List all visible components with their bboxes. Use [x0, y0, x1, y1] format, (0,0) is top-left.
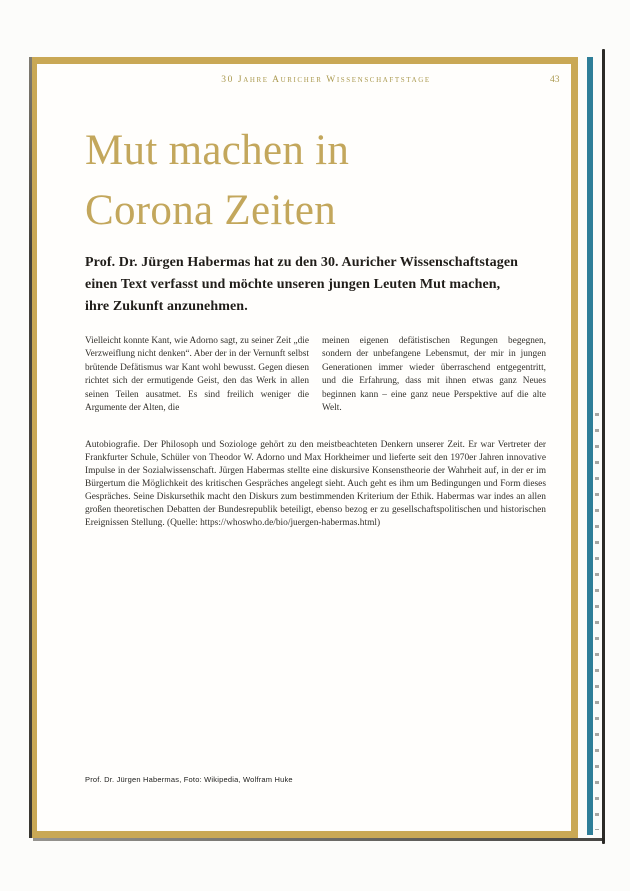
body-column-right: meinen eigenen defätistischen Regungen begegnen, sondern der unbefangene Lebensmut, der mir in jungen Generationen immer wieder überraschend entgegentritt, und die Erfahrung, dass mit ihnen etwas ganz Neues beginnen kann – eine ganz neue Perspektive auf die alte Welt. [322, 336, 546, 414]
standfirst-line: Prof. Dr. Jürgen Habermas hat zu den 30. Auricher Wissenschaftstagen [85, 255, 519, 270]
page-number: 43 [550, 75, 560, 85]
body-column-left: Vielleicht konnte Kant, wie Adorno sagt, zu seiner Zeit „die Verzweiflung nicht denken“. Aber der in der Vernunft selbst brütende Defätismus war Kant wohl bewusst. Gegen diesen richtet sich der ermutigende Geist, den das Werk in allen seinen Teilen ausatmet. Es sind freilich weniger die Argumente der Alten, die [85, 336, 309, 414]
page-edge-teal-stripe [587, 57, 593, 835]
photo-caption: Prof. Dr. Jürgen Habermas, Foto: Wikipedia, Wolfram Huke [85, 775, 293, 784]
page-edge-print-marks [595, 400, 599, 830]
article-title-line1: Mut machen in [85, 127, 350, 174]
standfirst-line: einen Text verfasst und möchte unseren jungen Leuten Mut machen, [85, 277, 501, 292]
binding-shadow-line [29, 57, 32, 838]
gold-page-frame [30, 57, 578, 838]
article-standfirst [85, 252, 518, 318]
running-header: 30 Jahre Auricher Wissenschaftstage [221, 75, 431, 85]
article-title [85, 121, 349, 241]
biography-paragraph: Autobiografie. Der Philosoph und Soziologe gehört zu den meistbeachteten Denkern unserer Zeit. Er war Vertreter der Frankfurter Schule, Schüler von Theodor W. Adorno und Max Horkheimer und lieferte seit den 1970er Jahren innovative Impulse in der Sozialwissenschaft. Jürgen Habermas stellte eine diskursive Konsenstheorie der Wahrheit auf, in der er im Bürgertum die Möglichkeit des kritischen Gespräches angelegt sieht. Auch geht es ihm um Bedingungen und Form dieses Gespräches. Seine Diskursethik macht den Diskurs zum bestimmenden Kriterium der Ethik. Habermas war indes an allen großen theoretischen Debatten der Bundesrepublik beteiligt, ebenso bezog er zu gesellschaftspolitischen und historischen Ereignissen Stellung. (Quelle: https://whoswho.de/bio/juergen-habermas.html) [85, 440, 546, 528]
page-content [37, 64, 571, 831]
page-bottom-shadow [33, 838, 605, 841]
standfirst-line: ihre Zukunft anzunehmen. [85, 299, 248, 314]
article-title-line2: Corona Zeiten [85, 187, 337, 234]
scan-edge-line [602, 49, 605, 844]
body-text-columns [85, 335, 546, 415]
